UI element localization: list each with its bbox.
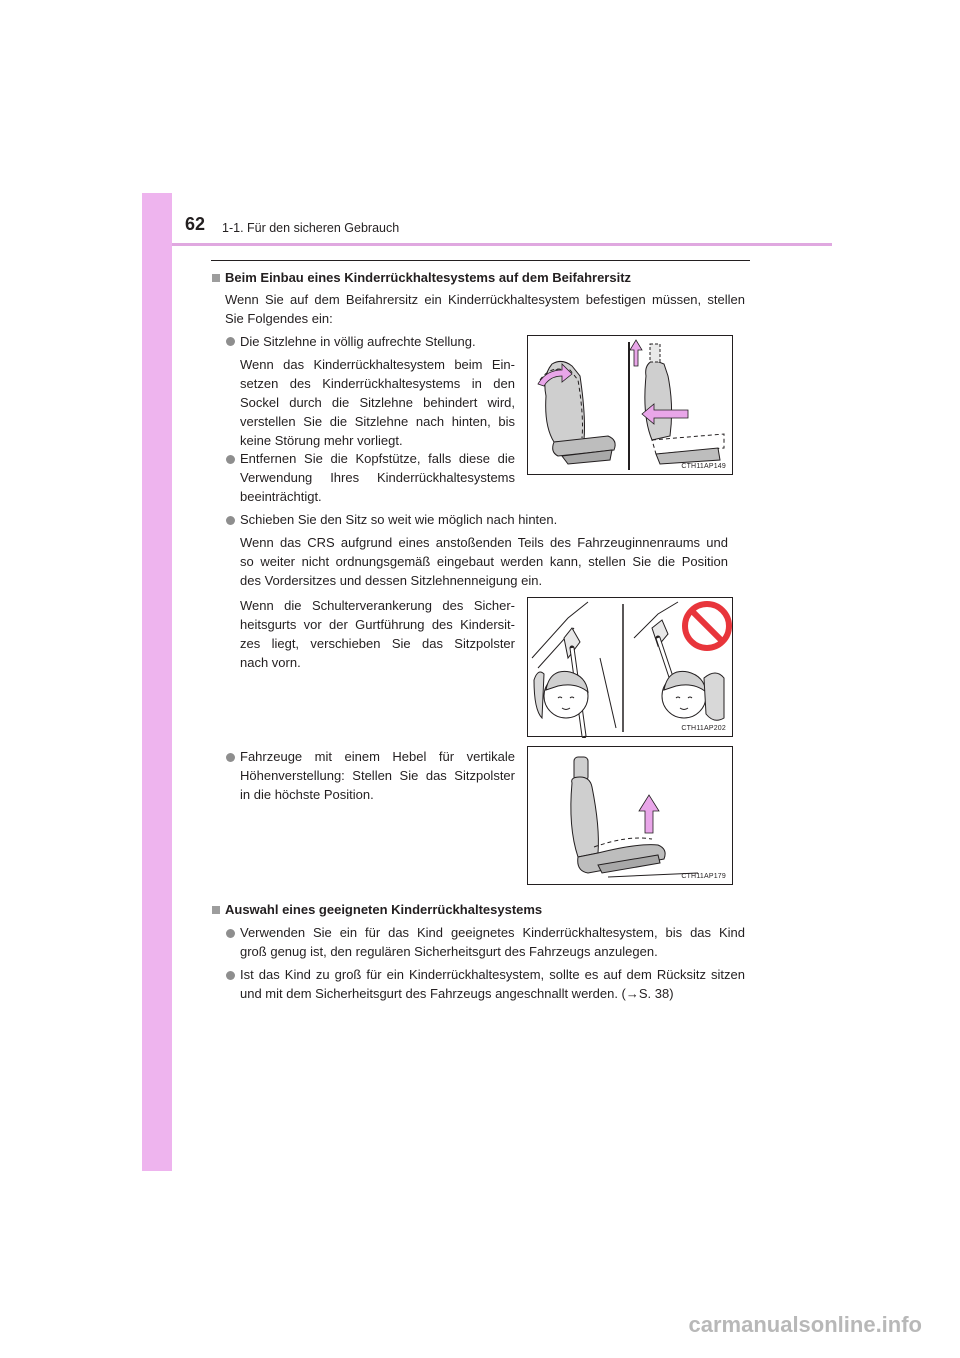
seatback-detail-line2: setzen des Kinderrückhaltesystems in den bbox=[240, 376, 515, 391]
seat-height-illustration bbox=[528, 747, 734, 886]
section-square-icon bbox=[212, 274, 220, 282]
bullet-move-seat-back: Schieben Sie den Sitz so weit wie möglich nach hinten. bbox=[240, 512, 558, 527]
section-divider bbox=[211, 260, 750, 261]
page-number: 62 bbox=[185, 214, 206, 234]
bullet-icon bbox=[226, 753, 235, 762]
bullet-icon bbox=[226, 971, 235, 980]
shoulder-note-line4: nach vorn. bbox=[240, 655, 301, 670]
headrest-line1: Entfernen Sie die Kopfstütze, falls diese die bbox=[240, 451, 515, 466]
move-seat-detail-line1: Wenn das CRS aufgrund eines anstoßenden Teils des Fahrzeuginnenraums und bbox=[240, 535, 728, 550]
block1-intro-line1: Wenn Sie auf dem Beifahrersitz ein Kinderrückhaltesystem befestigen müssen, stellen bbox=[225, 292, 745, 307]
header-rule bbox=[172, 243, 832, 246]
seatback-detail-line4: verstellen Sie die Sitzlehne nach hinten, bis bbox=[240, 414, 515, 429]
block2-heading: Auswahl eines geeigneten Kinderrückhaltesystems bbox=[225, 902, 543, 917]
bullet-icon bbox=[226, 929, 235, 938]
figure-code: CTH11AP149 bbox=[681, 463, 726, 470]
figure-shoulder-belt bbox=[527, 597, 733, 737]
seat-illustration bbox=[528, 336, 734, 476]
shoulder-note-line3: zes liegt, verschieben Sie das Sitzpolster bbox=[240, 636, 515, 651]
headrest-line2: Verwendung Ihres Kinderrückhaltesystems bbox=[240, 470, 515, 485]
height-lever-line1: Fahrzeuge mit einem Hebel für vertikale bbox=[240, 749, 515, 764]
watermark: carmanualsonline.info bbox=[688, 1312, 922, 1337]
belt-illustration bbox=[528, 598, 734, 738]
figure-code: CTH11AP179 bbox=[681, 873, 726, 880]
block1-intro-line2: Sie Folgendes ein: bbox=[225, 311, 333, 326]
bullet-icon bbox=[226, 516, 235, 525]
rear-seat-line2: und mit dem Sicherheitsgurt des Fahrzeugs angeschnallt werden. (→S. 38) bbox=[240, 986, 674, 1001]
block1-heading: Beim Einbau eines Kinderrückhaltesystems auf dem Beifahrersitz bbox=[225, 270, 632, 285]
move-seat-detail-line3: des Vordersitzes und dessen Sitzlehnenneigung ein. bbox=[240, 573, 543, 588]
seatback-detail-line3: Sockel durch die Sitzlehne behindert wird, bbox=[240, 395, 515, 410]
seatback-detail-line5: keine Störung mehr vorliegt. bbox=[240, 433, 403, 448]
seatback-detail-line1: Wenn das Kinderrückhaltesystem beim Ein- bbox=[240, 357, 515, 372]
bullet-seatback-upright: Die Sitzlehne in völlig aufrechte Stellung. bbox=[240, 334, 476, 349]
move-seat-detail-line2: so weiter nicht ordnungsgemäß eingebaut werden kann, stellen Sie die Position bbox=[240, 554, 728, 569]
height-lever-line2: Höhenverstellung: Stellen Sie das Sitzpolster bbox=[240, 768, 515, 783]
figure-code: CTH11AP202 bbox=[681, 725, 726, 732]
bullet-icon bbox=[226, 337, 235, 346]
section-title: 1-1. Für den sicheren Gebrauch bbox=[222, 221, 400, 235]
rear-seat-line1: Ist das Kind zu groß für ein Kinderrückhaltesystem, sollte es auf dem Rücksitz sitzen bbox=[240, 967, 745, 982]
chapter-sidebar-tab bbox=[142, 193, 172, 1171]
crs-suitable-line1: Verwenden Sie ein für das Kind geeignetes Kinderrückhaltesystem, bis das Kind bbox=[240, 925, 745, 940]
section-square-icon bbox=[212, 906, 220, 914]
shoulder-note-line2: heitsgurts vor der Gurtführung des Kindersit- bbox=[240, 617, 515, 632]
bullet-icon bbox=[226, 455, 235, 464]
height-lever-line3: in die höchste Position. bbox=[240, 787, 374, 802]
headrest-line3: beeinträchtigt. bbox=[240, 489, 322, 504]
figure-seat-adjustment bbox=[527, 335, 733, 475]
shoulder-note-line1: Wenn die Schulterverankerung des Sicher- bbox=[240, 598, 515, 613]
figure-seat-height bbox=[527, 746, 733, 885]
crs-suitable-line2: groß genug ist, den regulären Sicherheitsgurt des Fahrzeugs anzulegen. bbox=[240, 944, 658, 959]
